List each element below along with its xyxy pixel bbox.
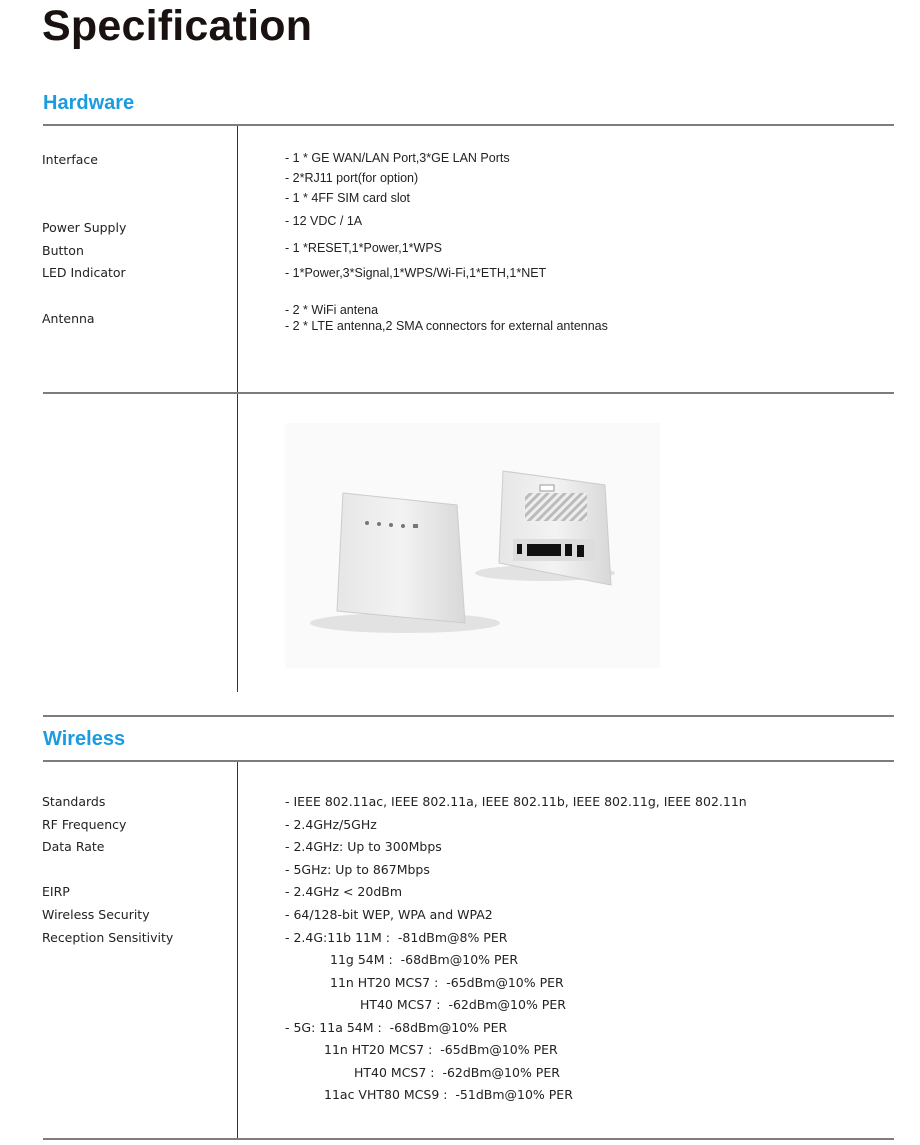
value-sensitivity-24-11b: - 2.4G:11b 11M : -81dBm@8% PER bbox=[285, 930, 508, 945]
value-sensitivity-24-11g: 11g 54M : -68dBm@10% PER bbox=[330, 952, 519, 967]
value-standards: - IEEE 802.11ac, IEEE 802.11a, IEEE 802.11b, IEEE 802.11g, IEEE 802.11n bbox=[285, 794, 747, 809]
label-eirp: EIRP bbox=[42, 884, 70, 899]
value-data-rate-5: - 5GHz: Up to 867Mbps bbox=[285, 862, 430, 877]
value-sensitivity-24-ht20: 11n HT20 MCS7 : -65dBm@10% PER bbox=[330, 975, 564, 990]
column-divider bbox=[237, 126, 238, 392]
column-divider bbox=[237, 762, 238, 1138]
label-interface: Interface bbox=[42, 152, 98, 167]
label-button: Button bbox=[42, 243, 84, 258]
value-eirp: - 2.4GHz < 20dBm bbox=[285, 884, 403, 899]
value-rf-frequency: - 2.4GHz/5GHz bbox=[285, 817, 377, 832]
value-led-indicator: - 1*Power,3*Signal,1*WPS/Wi-Fi,1*ETH,1*NET bbox=[285, 266, 547, 280]
divider bbox=[43, 760, 894, 762]
label-antenna: Antenna bbox=[42, 311, 95, 326]
value-sensitivity-5-11a: - 5G: 11a 54M : -68dBm@10% PER bbox=[285, 1020, 508, 1035]
section-heading-hardware: Hardware bbox=[43, 92, 135, 114]
label-standards: Standards bbox=[42, 794, 106, 809]
value-interface-1: - 1 * GE WAN/LAN Port,3*GE LAN Ports bbox=[285, 151, 510, 165]
label-power-supply: Power Supply bbox=[42, 220, 127, 235]
value-sensitivity-24-ht40: HT40 MCS7 : -62dBm@10% PER bbox=[360, 997, 566, 1012]
column-divider bbox=[237, 394, 238, 692]
divider bbox=[43, 1138, 894, 1140]
value-antenna-1: - 2 * WiFi antena bbox=[285, 303, 379, 317]
value-interface-3: - 1 * 4FF SIM card slot bbox=[285, 191, 411, 205]
label-rf-frequency: RF Frequency bbox=[42, 817, 127, 832]
label-wireless-security: Wireless Security bbox=[42, 907, 150, 922]
label-led-indicator: LED Indicator bbox=[42, 265, 126, 280]
divider bbox=[43, 392, 894, 394]
value-sensitivity-5-ht20: 11n HT20 MCS7 : -65dBm@10% PER bbox=[324, 1042, 558, 1057]
value-button: - 1 *RESET,1*Power,1*WPS bbox=[285, 241, 443, 255]
value-wireless-security: - 64/128-bit WEP, WPA and WPA2 bbox=[285, 907, 493, 922]
value-sensitivity-5-ht40: HT40 MCS7 : -62dBm@10% PER bbox=[354, 1065, 560, 1080]
label-data-rate: Data Rate bbox=[42, 839, 105, 854]
value-power-supply: - 12 VDC / 1A bbox=[285, 214, 363, 228]
value-sensitivity-5-vht80: 11ac VHT80 MCS9 : -51dBm@10% PER bbox=[324, 1087, 573, 1102]
value-interface-2: - 2*RJ11 port(for option) bbox=[285, 171, 419, 185]
value-data-rate-24: - 2.4GHz: Up to 300Mbps bbox=[285, 839, 442, 854]
label-reception-sensitivity: Reception Sensitivity bbox=[42, 930, 174, 945]
divider bbox=[43, 124, 894, 126]
value-antenna-2: - 2 * LTE antenna,2 SMA connectors for external antennas bbox=[285, 319, 608, 333]
divider bbox=[43, 715, 894, 717]
section-heading-wireless: Wireless bbox=[43, 728, 126, 750]
page-title: Specification bbox=[42, 2, 313, 50]
product-image bbox=[285, 423, 660, 668]
